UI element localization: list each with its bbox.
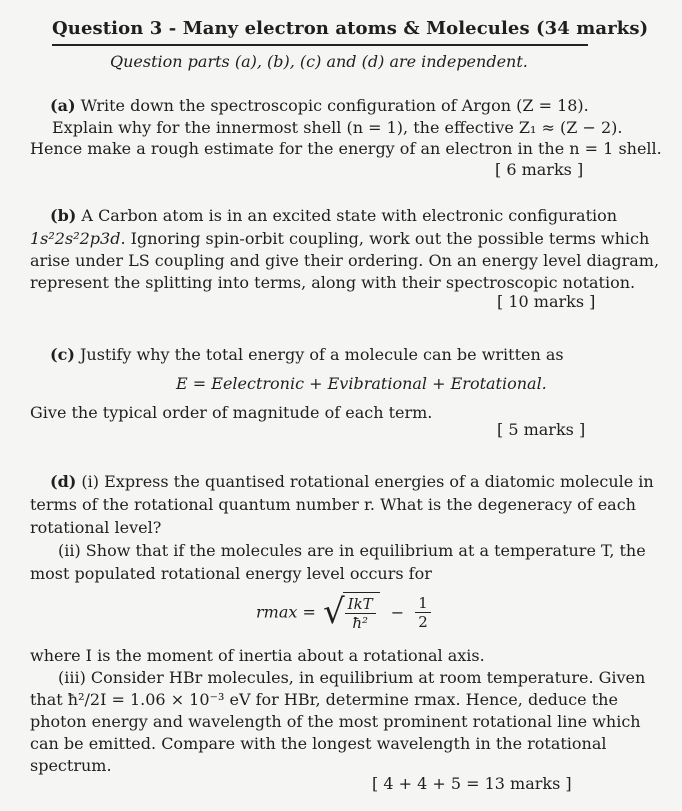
part-d-iii-line-4: can be emitted. Compare with the longest wavelength in the rotational (30, 734, 607, 753)
part-d-label: (d) (50, 472, 77, 491)
part-b-config: 1s²2s²2p3d. (30, 229, 126, 248)
sqrt-sign: √ (322, 592, 345, 632)
part-a-line-3: Hence make a rough estimate for the energy of an electron in the n = 1 shell. (30, 139, 662, 158)
part-a-label: (a) (50, 96, 76, 115)
half-fraction (415, 594, 431, 631)
part-d-ii-line-1: (ii) Show that if the molecules are in equilibrium at a temperature T, the (58, 541, 646, 560)
part-d-iii-line-2: that ħ²/2I = 1.06 × 10⁻³ eV for HBr, determine rmax. Hence, deduce the (30, 690, 618, 709)
part-c-label: (c) (50, 345, 75, 364)
question-subtitle: Question parts (a), (b), (c) and (d) are independent. (110, 52, 528, 71)
part-d-marks: [ 4 + 4 + 5 = 13 marks ] (372, 774, 572, 793)
part-d-iii-line-5: spectrum. (30, 756, 112, 775)
part-b-line-1 (50, 206, 617, 226)
fraction-denominator: ħ² (352, 614, 368, 632)
part-c-line-1 (50, 345, 564, 365)
sqrt-fraction (345, 595, 376, 632)
part-b-line-2 (30, 229, 649, 249)
part-a-text-1: Write down the spectroscopic configuration of Argon (Z = 18). (80, 96, 589, 115)
part-d-iii-line-1: (iii) Consider HBr molecules, in equilibrium at room temperature. Given (58, 668, 646, 687)
part-a-line-1 (50, 96, 589, 116)
title-underline (52, 44, 588, 46)
part-b-marks: [ 10 marks ] (497, 292, 596, 311)
rmax-formula (256, 592, 431, 632)
part-d-i-line-3: rotational level? (30, 518, 162, 537)
part-d-line-1 (50, 472, 654, 492)
part-c-marks: [ 5 marks ] (497, 420, 586, 439)
part-a-marks: [ 6 marks ] (495, 160, 584, 179)
part-b-label: (b) (50, 206, 77, 225)
part-b-line-4: represent the splitting into terms, along with their spectroscopic notation. (30, 273, 636, 292)
fraction-numerator: IkT (345, 595, 376, 614)
part-d-ii-line-2: most populated rotational energy level occurs for (30, 564, 432, 583)
part-a-line-2: Explain why for the innermost shell (n = 1), the effective Z₁ ≈ (Z − 2). (52, 118, 623, 137)
half-numerator: 1 (415, 594, 431, 613)
part-b-line-3: arise under LS coupling and give their ordering. On an energy level diagram, (30, 251, 660, 270)
sqrt-body (343, 592, 380, 632)
question-title: Question 3 - Many electron atoms & Molecules (34 marks) (52, 18, 649, 39)
part-c-text-1: Justify why the total energy of a molecule can be written as (79, 345, 564, 364)
part-b-text-1: A Carbon atom is in an excited state with electronic configuration (81, 206, 618, 225)
half-denominator: 2 (418, 612, 428, 631)
part-b-text-2: Ignoring spin-orbit coupling, work out the possible terms which (130, 229, 650, 248)
part-d-i-line-2: terms of the rotational quantum number r. What is the degeneracy of each (30, 495, 636, 514)
formula-minus: − (390, 602, 405, 622)
part-c-equation: E = Eelectronic + Evibrational + Erotational. (176, 374, 547, 393)
part-d-iii-line-3: photon energy and wavelength of the most prominent rotational line which (30, 712, 641, 731)
rmax-lhs: rmax = (256, 602, 316, 622)
part-d-i-text-1: (i) Express the quantised rotational energies of a diatomic molecule in (81, 472, 654, 491)
part-c-line-2: Give the typical order of magnitude of each term. (30, 403, 433, 422)
part-d-ii-line-3: where I is the moment of inertia about a rotational axis. (30, 646, 485, 665)
